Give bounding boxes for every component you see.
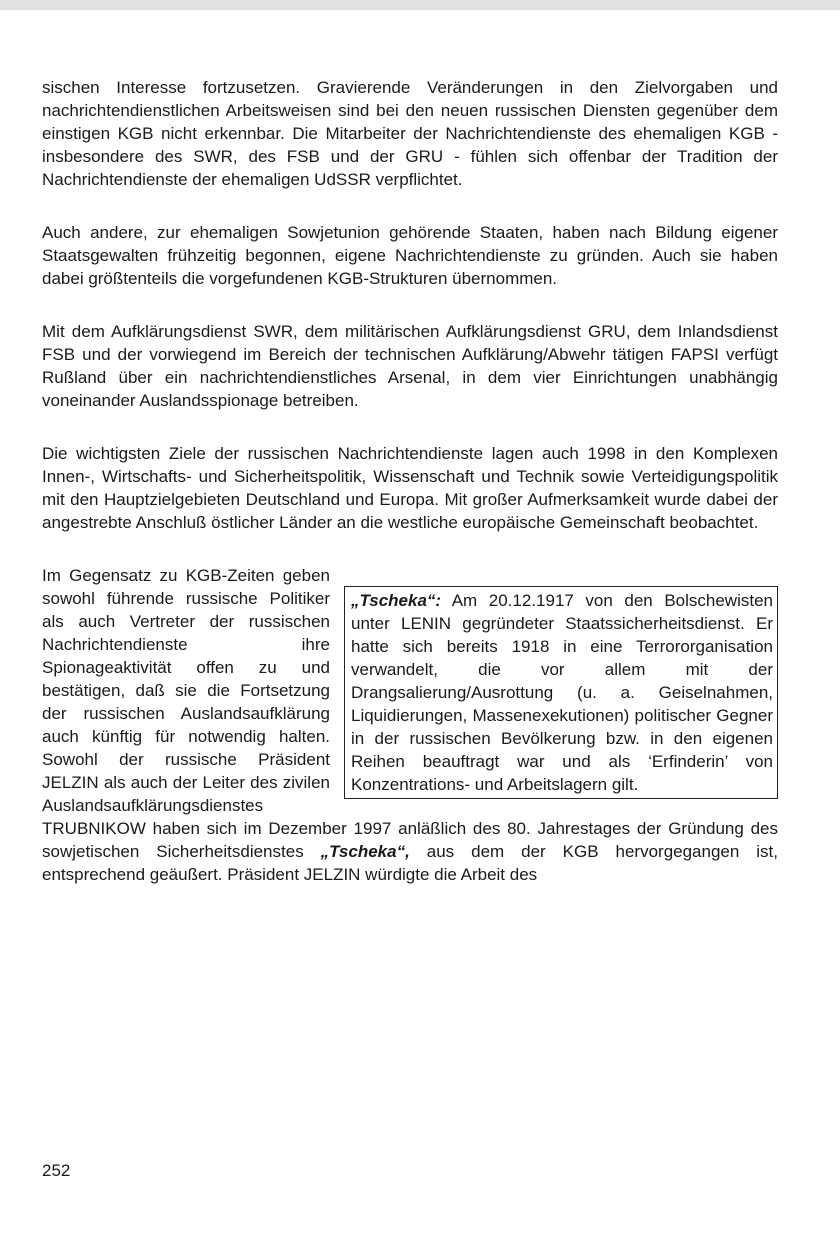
paragraph-4: Die wichtigsten Ziele der russischen Nachrichtendienste lagen auch 1998 in den Komplexen Innen-, Wirtschafts- und Sicherheitspolitik, Wissenschaft und Technik sowie Verteidigungspolitik mit den Hauptzielgebieten Deutschland und Europa. Mit großer Aufmerksamkeit wurde dabei der angestrebte Anschluß östlicher Länder an die westliche europäische Gemeinschaft beobachtet. bbox=[42, 444, 778, 532]
definition-body: Am 20.12.1917 von den Bolschewisten unter LENIN gegründeter Staatssicherheitsdienst. Er hatte sich bereits 1918 in eine Terrororganisation verwandelt, die vor allem mit der Drangsalierung/Ausrottung (u. a. Geiselnahmen, Liquidierungen, Massenexekutionen) politischer Gegner in der russischen Bevölkerung bzw. in den eigenen Reihen beauftragt war und als ‘Erfinderin’ von Konzentrations- und Arbeitslagern gilt. bbox=[351, 591, 773, 794]
paragraph-1: sischen Interesse fortzusetzen. Gravierende Veränderungen in den Zielvorgaben und nachrichtendienstlichen Arbeitsweisen sind bei den neuen russischen Diensten gegenüber dem einstigen KGB nicht erkennbar. Die Mitarbeiter der Nachrichtendienste des ehemaligen KGB - insbesondere des SWR, des FSB und der GRU - fühlen sich offenbar der Tradition der Nachrichtendienste der ehemaligen UdSSR verpflichtet. bbox=[42, 78, 778, 189]
page-number: 252 bbox=[42, 1161, 71, 1180]
paragraph-2: Auch andere, zur ehemaligen Sowjetunion gehörende Staaten, haben nach Bildung eigener Staatsgewalten frühzeitig begonnen, eigene Nachrichtendienste zu gründen. Auch sie haben dabei größtenteils die vorgefundenen KGB-Strukturen übernommen. bbox=[42, 223, 778, 288]
definition-term: „Tscheka“: bbox=[351, 591, 442, 610]
paragraph-3: Mit dem Aufklärungsdienst SWR, dem militärischen Aufklärungsdienst GRU, dem Inlandsdienst FSB und der vorwiegend im Bereich der technischen Aufklärung/Abwehr tätigen FAPSI verfügt Rußland über ein nachrichtendienstliches Arsenal, in dem vier Einrichtungen unabhängig voneinander Auslandsspionage betreiben. bbox=[42, 322, 778, 410]
tscheka-definition-box bbox=[344, 586, 778, 799]
paragraph-5-term: „Tscheka“, bbox=[320, 842, 410, 861]
paragraph-5-part-1: Im Gegensatz zu KGB-Zeiten geben sowohl führende russische Politiker als auch Vertreter der russischen Nachrichtendienste ihre Spionageaktivität offen zu und bestätigen, daß sie die Fortsetzung der russischen Auslandsaufklärung auch künftig für notwendig halten. Sowohl der russische Präsident JELZIN als auch der Leiter des zivilen Auslandsaufklärungsdienstes TRUBNIKOW haben sich im Dezember 1997 anläßlich des 80. Jahrestages der Gründung des sowjetischen Sicherheitsdienstes bbox=[42, 566, 778, 861]
definition-text bbox=[351, 589, 773, 796]
paragraph-5-part-2: aus dem der KGB hervorgegangen ist, entsprechend geäußert. Präsident JELZIN würdigte die Arbeit des bbox=[42, 842, 779, 884]
document-page bbox=[42, 76, 778, 916]
wrapped-text-area bbox=[42, 564, 778, 886]
scan-top-edge bbox=[0, 0, 840, 10]
